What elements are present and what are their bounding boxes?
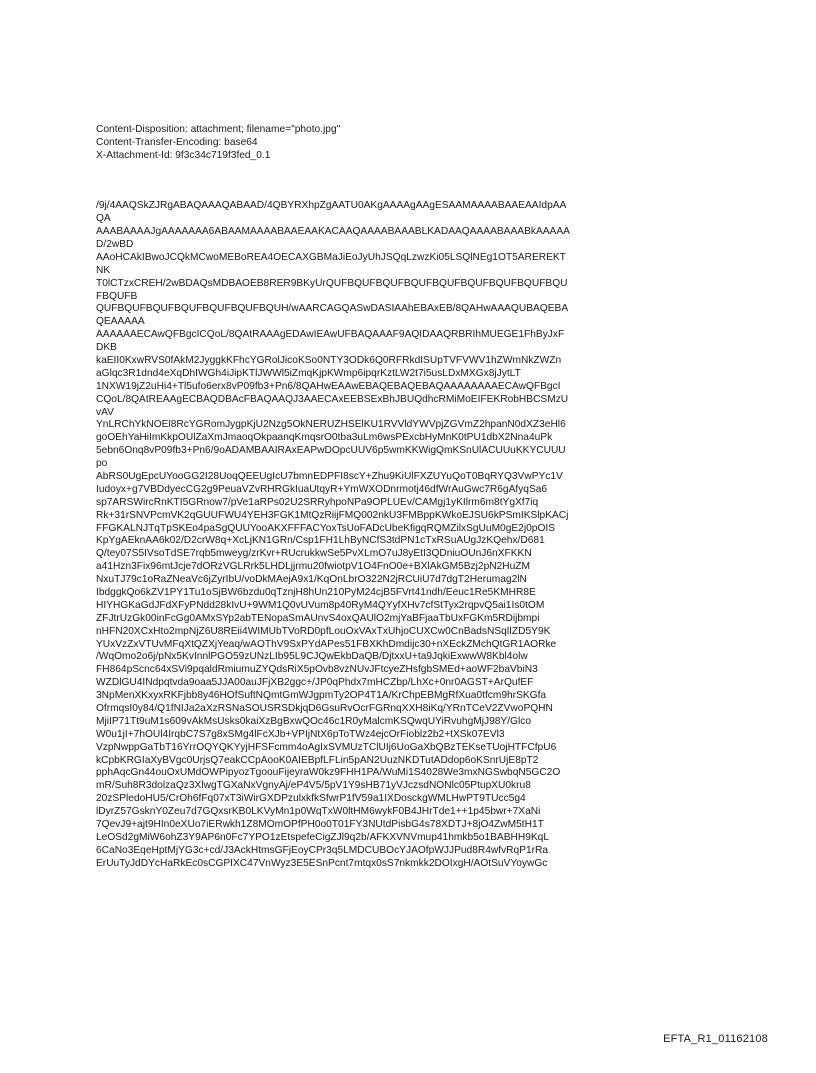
base64-line: NK (96, 264, 111, 276)
base64-line: 3NpMenXKxyxRKFjbb8y46HOfSuftNQmtGmWJgpmTy2OP4T1A/KrChpEBMgRfXua0tfcm9hrSKGfa (96, 690, 547, 702)
base64-line: FFGKALNJTqTpSKEo4paSgQUUYooAKXFFFACYoxTsUoFADcUbeKfigqRQMZilxSgUuM0gE2j0pOIS (96, 522, 555, 534)
base64-line: 20zSPledoHU5/CrOh6fFq07xT3iWirGXDPzulxkfkSfwrP1fV59a1IXDosckgWMLHwPT9TUcc5g4 (96, 793, 526, 805)
base64-line: IbdggkQo6kZV1PY1Tu1oSjBW6bzdu0qTznjH8hUn210PyM24cjB5FVrt41ndh/Eeuc1Re5KMHR8E (96, 587, 536, 599)
base64-line: 5ebn6Onq8vP09fb3+Pn6/9oADAMBAAIRAxEAPwDOpcUUV6p5wmKKWigQmKSnUlACUUuKKYCUUU (96, 445, 566, 457)
base64-line: aGlqc3R1dnd4eXqDhIWGh4iJipKTlJWWl5iZmqKjpKWmp6ipqrKztLW2t7i5usLDxMXGx8jJytLT (96, 367, 521, 379)
base64-line: /WqOmo2o6j/pNx5KvInnlPGO59zUNzLIb95L9CJQwEkbDaQB/DjtxxU+ta9JqkiExwwW8Kbl4olw (96, 651, 528, 663)
base64-line: goOEhYaHiImKkpOUlZaXmJmaoqOkpaanqKmqsrO0tba3uLm6wsPExcbHyMnK0tPU1dbX2Nna4uPk (96, 432, 553, 444)
base64-line: VzpNwppGaTbT16YrrOQYQKYyjHFSFcmm4oAgIxSVMUzTClUIj6UoGaXbQBzTEKseTUojHTFCfpU6 (96, 741, 557, 753)
mime-headers (96, 124, 736, 163)
base64-body (96, 200, 736, 870)
base64-line: Q/tey07S5IVsoTdSE7rqb5mweyg/zrKvr+RUcrukkwSe5PvXLmO7uJ8yEtI3QDniuOUnJ6nXFKKN (96, 548, 532, 560)
base64-line: OfrmqsI0y84/Q1fNIJa2aXzRSNaSOUSRSDkjqD6GsuRvOcrFGRnqXXH8iKq/YRnTCeV2ZVwoPQHN (96, 703, 553, 715)
base64-line: AAoHCAkIBwoJCQkMCwoMEBoREA4OECAXGBMaJiEoJyUhJSQqLzwzKi05LSQlNEg1OT5AREREKT (96, 251, 566, 263)
base64-line: mR/Suh8R3dolzaQz3XlwgTGXaNxVgnyAj/eP4V5/5pV1Y9sHB71yVJczsdNONlc05PtupXU0kru8 (96, 780, 531, 792)
base64-line: D/2wBD (96, 238, 134, 250)
email-attachment-text (96, 98, 736, 896)
base64-line: 6CaNo3EqeHptMjYG3c+cd/J3AckHtmsGFjEoyCPr3q5LMDCUBOcYJAOfpWJJPud8R4wfvRqP1rRa (96, 844, 549, 856)
base64-line: FH864pScnc64xSVi9pqaldRmiumuZYQdsRiX5pOvb8vzNUvJFtcyeZHsfgbSMEd+aoWF2baVbiN3 (96, 664, 538, 676)
base64-line: YnLRChYkNOEl8RcYGRomJygpKjU2Nzg5OkNERUZHSElKU1RVVldYWVpjZGVmZ2hpanN0dXZ3eHl6 (96, 419, 566, 431)
base64-line: CQoL/8QAtREAAgECBAQDBAcFBAQAAQJ3AAECAxEEBSExBhJBUQdhcRMiMoEIFEKRobHBCSMzU (96, 393, 569, 405)
base64-line: HIYHGKaGdJFdXFyPNdd28kIvU+9WM1Q0vUVum8p40RyM4QYyfXHv7cfStTyx2rqpvQ5ai1Is0tOM (96, 599, 545, 611)
base64-line: kaEII0KxwRVS0fAkM2JyggkKFhcYGRolJicoKSo0NTY3ODk6Q0RFRkdISUpTVFVWV1hZWmNkZWZn (96, 354, 562, 366)
base64-line: pphAqcGn44ouOxUMdOWPipyozTgoouFijeyraW0kz9FHH1PA/WuMi1S4028We3mxNGSwbqN5GC2O (96, 767, 561, 779)
document-id-footer: EFTA_R1_01162108 (663, 1033, 768, 1045)
base64-line: /9j/4AAQSkZJRgABAQAAAQABAAD/4QBYRXhpZgAATU0AKgAAAAgAAgESAAMAAAABAAEAAIdpAA (96, 200, 567, 212)
base64-line: QEAAAAA (96, 316, 145, 328)
base64-line: MjiIP71Tt9uM1s609vAkMsUsks0kaiXzBgBxwQOc46c1R0yMalcmKSQwqUYiRvuhgMjJ98Y/Glco (96, 715, 531, 727)
base64-line: Iudoyx+g7VBDdyecCG2g9PeuaVZvRHRGkIuaUtqyR+YmWXODnrmotj46dfWrAuGwc7R6gAfyqSa6 (96, 483, 548, 495)
base64-line: nHFN20XCxHto2mpNjZ6U8REii4WIMUbTVoRD0pfLouOxVAxTxUhjoCUXCw0CnBadsNSqlIZD5Y9K (96, 625, 551, 637)
header-line: Content-Disposition: attachment; filename="photo.jpg" (96, 123, 341, 135)
base64-line: lDyrZ57GsknY0Zeu7d7GQxsrKB0LKVyMn1p0WqTxW0ltHM6wykF0B4JHrTde1++1p45bwr+7XaNi (96, 806, 541, 818)
base64-line: po (96, 458, 108, 470)
base64-line: kCpbKRGIaXyBVgc0UrjsQ7eakCCpAooK0AIEBpfLFLin5pAN2UuzNKDTutADdop6oKSnrUjE8pT2 (96, 754, 539, 766)
base64-line: Rk+31rSNVPcmVK2qGUUFWU4YEH3FGK1MtQzRiijFMQ002nkU3FMBppKWkoEJSU6kPSmIKSlpKACj (96, 509, 569, 521)
base64-line: AAABAAAAJgAAAAAAA6ABAAMAAAABAAEAAKACAAQAAAABAAABLKADAAQAAAABAAABkAAAAA (96, 226, 570, 238)
base64-line: AbRS0UgEpcUYooGG2I28UoqQEEUgIcU7bmnEDPFI8scY+Zhu9KiUlFXZUYuQoT0BqRYQ3VwPYc1V (96, 471, 563, 482)
base64-line: W0u1jI+7hOUl4IrqbC7S7g8xSMg4lFcXJb+VPIjNtX6pToTWz4ejcOrFioblz2b2+tXSk07EVl3 (96, 728, 505, 740)
base64-line: 7QevJ9+ajt9HIn0eXUo7iERwkh1Z8MOmOPfPH0o0T01FY3NUtdPisbG4s78XDTJ+8jO4ZwM5tH1T (96, 819, 544, 831)
base64-line: sp7ARSWircRnKTI5GRnow7/pVe1aRPs02U2SRRyhpoNPa9OPLUEv/CAMgj1yKIlrm6m8tYgXf7iq (96, 496, 539, 508)
base64-line: NxuTJ79c1oRaZNeaVc6jZyrIbU/voDkMAejA9x1/KqOnLbrO322N2jRCUiU7d7dgT2Herumag2lN (96, 574, 527, 586)
base64-line: 1NXW19jZ2uHi4+Tl5ufo6erx8vP09fb3+Pn6/8QAHwEAAwEBAQEBAQEBAQAAAAAAAAECAwQFBgcI (96, 380, 561, 392)
base64-line: a41Hzn3Fix96mtJcje7dORzVGLRrk5LHDLjjrmu20fwiotpV1O4FnO0e+BXlAkGM5Bzj2pN2HuZM (96, 561, 530, 573)
base64-line: AAAAAAECAwQFBgcICQoL/8QAtRAAAgEDAwIEAwUFBAQAAAF9AQIDAAQRBRIhMUEGE1FhByJxF (96, 329, 565, 341)
header-line: Content-Transfer-Encoding: base64 (96, 136, 258, 148)
base64-line: KpYgAEknAA6k02/D2crW8q+XcLjKN1GRn/Csp1FH1LhByNCfS3tdPN1cTxRSuAUgJzKQehx/D681 (96, 535, 545, 547)
header-line: X-Attachment-Id: 9f3c34c719f3fed_0.1 (96, 149, 271, 161)
base64-line: T0lCTzxCREH/2wBDAQsMDBAOEB8RER9BKyUrQUFBQUFBQUFBQUFBQUFBQUFBQUFBQUFBQU (96, 277, 568, 289)
base64-line: QA (96, 213, 111, 225)
base64-line: FBQUFB (96, 290, 138, 302)
base64-line: YUxVzZxVTUvMFqXtQZXjYeaq/wAOThV9SxPYdAPes51FBXKhDmdijc30+nXEckZMchQtGR1AORke (96, 638, 557, 650)
base64-line: LeOSd2gMiW6ohZ3Y9AP6n0Fc7YPO1zEtspefeCigZJl9q2b/AFKXVNVmup41hmkb5o1BABHH9KqL (96, 831, 550, 843)
base64-line: ZFJtrUzGk00inFcGg0AMxSYp2abTENopaSmAUnvS4oxQAUlO2mjYaBFjaaTbUxFGKm5RDijbmpi (96, 612, 540, 624)
base64-line: WZDlGU4INdpqtvda9oaa5JJA00auJFjXB2ggc+/JP0qPhdx7mHCZbp/LhXc+0nr0AGST+ArQufEF (96, 677, 534, 689)
base64-line: DKB (96, 342, 117, 354)
base64-line: vAV (96, 406, 114, 418)
base64-line: ErUuTyJdDYcHaRkEc0sCGPIXC47VnWyz3E5ESnPcnt7mtqx0sS7nkmkk2DOIxgH/AOtSuVYoywGc (96, 857, 548, 869)
base64-line: QUFBQUFBQUFBQUFBQUFBQUFBQUH/wAARCAGQASwDASIAAhEBAxEB/8QAHwAAAQUBAQEBA (96, 303, 569, 315)
